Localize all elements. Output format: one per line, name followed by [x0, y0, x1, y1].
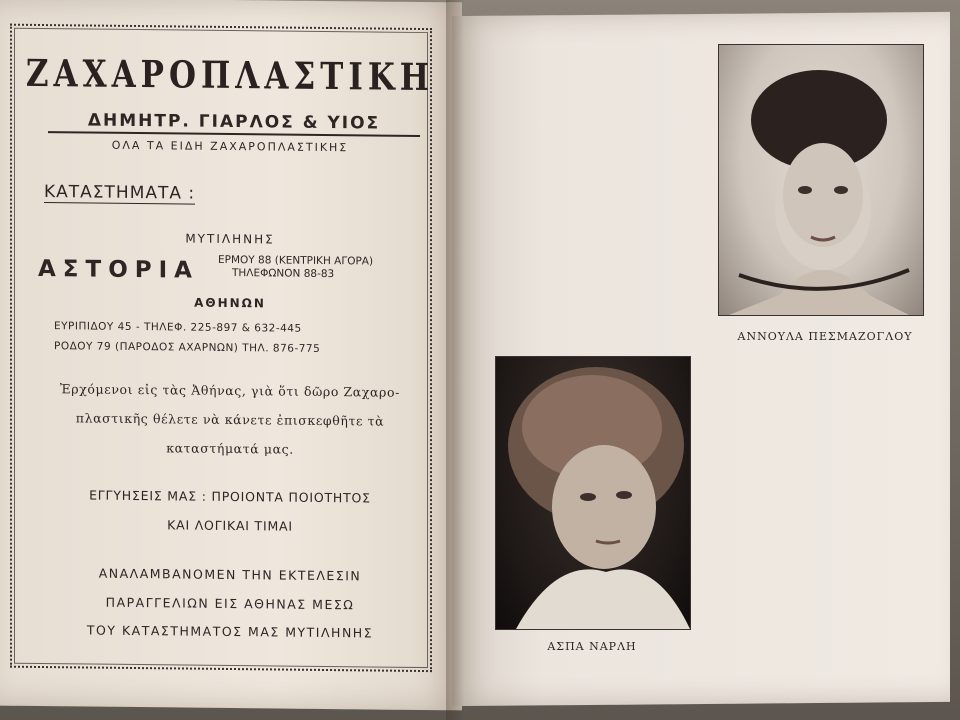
paragraph-line-2: πλαστικῆς θέλετε νὰ κάνετε ἐπισκεφθῆτε τὰ	[75, 410, 385, 429]
photo-1-caption: ΑΝΝΟΥΛΑ ΠΕΣΜΑΖΟΓΛΟΥ	[737, 330, 913, 343]
athens-heading: ΑΘΗΝΩΝ	[194, 295, 266, 311]
photo-2-caption: ΑΣΠΑ ΝΑΡΛΗ	[547, 640, 637, 653]
mytilene-heading: ΜΥΤΙΛΗΝΗΣ	[185, 231, 275, 247]
book-spine-shadow	[446, 0, 464, 720]
orders-line-2: ΠΑΡΑΓΓΕΛΙΩΝ ΕΙΣ ΑΘΗΝΑΣ ΜΕΣΩ	[105, 594, 355, 613]
shop-title: ΖΑΧΑΡΟΠΛΑΣΤΙΚΗ	[25, 52, 435, 100]
astoria-store-name: ΑΣΤΟΡΙΑ	[38, 255, 199, 284]
guarantee-line-1: ΕΓΓΥΗΣΕΙΣ ΜΑΣ : ΠΡΟΙΟΝΤΑ ΠΟΙΟΤΗΤΟΣ	[89, 487, 371, 506]
astoria-address: ΕΡΜΟΥ 88 (ΚΕΝΤΡΙΚΗ ΑΓΟΡΑ)	[218, 253, 374, 268]
athens-address-2: ΡΟΔΟΥ 79 (ΠΑΡΟΔΟΣ ΑΧΑΡΝΩΝ) ΤΗΛ. 876-775	[54, 340, 321, 355]
portrait-photo-1	[718, 44, 924, 316]
left-page	[0, 0, 462, 710]
portrait-photo-2	[495, 356, 691, 630]
astoria-phone: ΤΗΛΕΦΩΝΟΝ 88-83	[232, 267, 335, 281]
guarantee-line-2: ΚΑΙ ΛΟΓΙΚΑΙ ΤΙΜΑΙ	[167, 517, 293, 534]
stores-heading: ΚΑΤΑΣΤΗΜΑΤΑ :	[44, 182, 196, 204]
paragraph-line-1: Ἐρχόμενοι εἰς τὰς Ἀθήνας, γιὰ ὅτι δῶρο Ζαχαρο-	[60, 381, 400, 400]
athens-address-1: ΕΥΡΙΠΙΔΟΥ 45 - ΤΗΛΕΦ. 225-897 & 632-445	[54, 320, 302, 335]
shop-owner: ΔΗΜΗΤΡ. ΓΙΑΡΛΟΣ & ΥΙΟΣ	[48, 110, 420, 137]
paragraph-line-3: καταστήματά μας.	[166, 440, 294, 457]
orders-line-1: ΑΝΑΛΑΜΒΑΝΟΜΕΝ ΤΗΝ ΕΚΤΕΛΕΣΙΝ	[98, 565, 362, 584]
products-line: ΟΛΑ ΤΑ ΕΙΔΗ ΖΑΧΑΡΟΠΛΑΣΤΙΚΗΣ	[111, 138, 349, 155]
orders-line-3: ΤΟΥ ΚΑΤΑΣΤΗΜΑΤΟΣ ΜΑΣ ΜΥΤΙΛΗΝΗΣ	[86, 622, 374, 641]
